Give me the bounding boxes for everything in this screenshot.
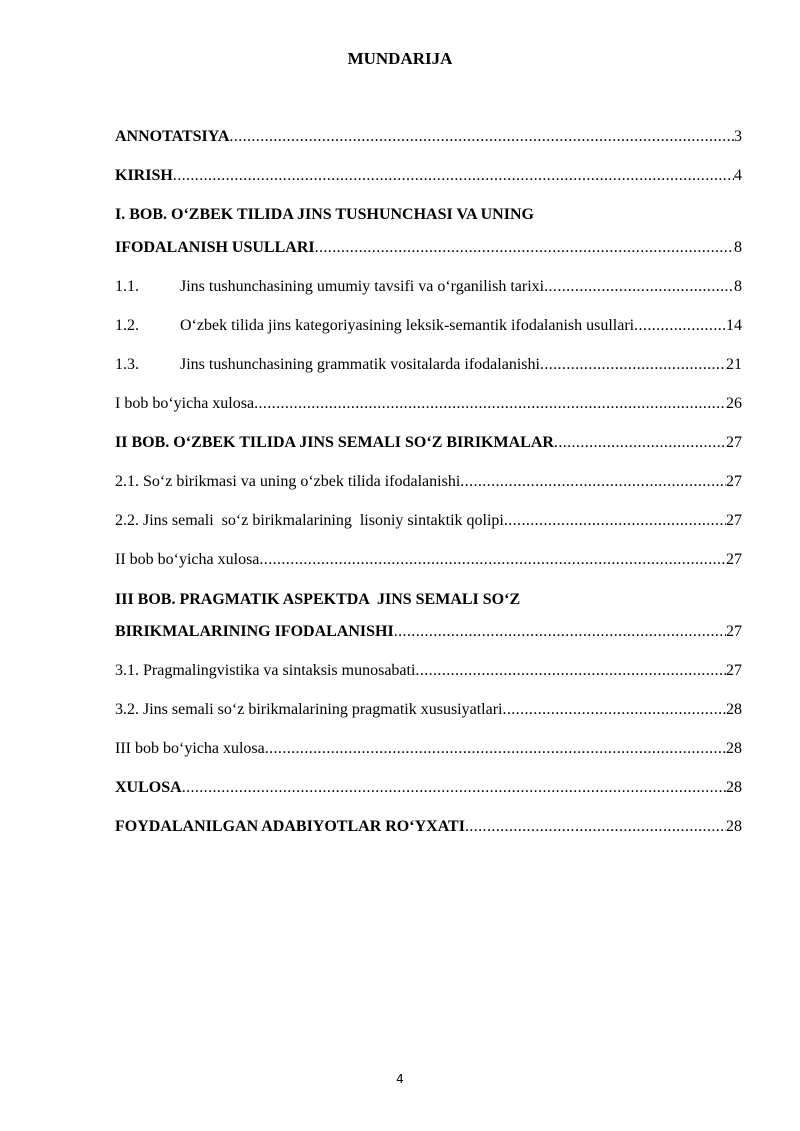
toc-page-number: 28 [726,779,742,796]
toc-entry-chapter-3-summary[interactable] [115,737,742,761]
toc-entry-label: KIRISH [115,167,173,184]
toc-entry-1-3[interactable] [115,353,742,377]
toc-entry-1-1[interactable] [115,275,742,299]
toc-page-number: 26 [726,395,742,412]
toc-entry-kirish[interactable] [115,164,742,188]
dot-leader [259,548,726,572]
toc-entry-chapter-1-summary[interactable] [115,392,742,416]
dot-leader [554,431,726,455]
toc-entry-label: IFODALANISH USULLARI [115,239,315,256]
toc-entry-annotatsiya[interactable] [115,125,742,149]
dot-leader [182,776,726,800]
toc-entry-1-2[interactable] [115,314,742,338]
toc-entry-label: 2.2. Jins semali so‘z birikmalarining lisoniy sintaktik qolipi [115,512,504,529]
dot-leader [544,275,734,299]
toc-entry-chapter-1[interactable] [115,236,742,260]
dot-leader [265,737,726,761]
toc-page-number: 8 [734,278,742,295]
dot-leader [173,164,734,188]
toc-page-number: 27 [726,434,742,451]
toc-page-number: 27 [726,473,742,490]
dot-leader [415,659,726,683]
dot-leader [634,314,726,338]
toc-entry-label: FOYDALANILGAN ADABIYOTLAR RO‘YXATI [115,818,465,835]
toc-entry-chapter-2-summary[interactable] [115,548,742,572]
toc-page-number: 21 [726,356,742,373]
toc-section-number: 1.1. [115,278,139,295]
toc-page-number: 28 [726,701,742,718]
toc-entry-3-1[interactable] [115,659,742,683]
toc-entry-chapter-2[interactable] [115,431,742,455]
toc-page-number: 27 [726,623,742,640]
toc-entry-label: III bob bo‘yicha xulosa [115,740,265,757]
toc-entry-label: 2.1. So‘z birikmasi va uning o‘zbek tilida ifodalanishi [115,473,461,490]
toc-entry-chapter-3[interactable] [115,620,742,644]
toc-entry-2-1[interactable] [115,470,742,494]
toc-entry-label: II bob bo‘yicha xulosa [115,551,260,568]
dot-leader [254,392,726,416]
toc-entry-label: ANNOTATSIYA [115,128,230,145]
toc-entry-label: O‘zbek tilida jins kategoriyasining leksik-semantik ifodalanish usullari [180,317,635,334]
toc-page-number: 8 [734,239,742,256]
toc-chapter-3-title-line1[interactable]: III BOB. PRAGMATIK ASPEKTDA JINS SEMALI SO‘Z [115,591,521,608]
toc-page-number: 14 [726,317,742,334]
toc-entry-label: I bob bo‘yicha xulosa [115,395,255,412]
toc-entry-label: 3.1. Pragmalingvistika va sintaksis munosabati [115,662,416,679]
toc-section-number: 1.2. [115,317,139,334]
dot-leader [540,353,726,377]
dot-leader [315,236,734,260]
dot-leader [460,470,726,494]
toc-entry-references[interactable] [115,815,742,839]
dot-leader [504,509,726,533]
dot-leader [502,698,726,722]
toc-entry-label: II BOB. O‘ZBEK TILIDA JINS SEMALI SO‘Z BIRIKMALAR [115,434,554,451]
page-title: MUNDARIJA [347,49,453,68]
toc-entry-label: 3.2. Jins semali so‘z birikmalarining pragmatik xususiyatlari [115,701,503,718]
toc-page-number: 28 [726,818,742,835]
toc-page-number: 28 [726,740,742,757]
toc-entry-label: XULOSA [115,779,182,796]
toc-section-number: 1.3. [115,356,139,373]
toc-entry-label: BIRIKMALARINING IFODALANISHI [115,623,394,640]
toc-page-number: 27 [726,662,742,679]
page-number-footer: 4 [396,1072,404,1086]
toc-entry-xulosa[interactable] [115,776,742,800]
toc-chapter-1-title-line1[interactable]: I. BOB. O‘ZBEK TILIDA JINS TUSHUNCHASI VA UNING [115,206,534,223]
toc-page-number: 4 [734,167,742,184]
toc-page-number: 3 [734,128,742,145]
toc-entry-3-2[interactable] [115,698,742,722]
dot-leader [394,620,726,644]
dot-leader [229,125,734,149]
toc-entry-label: Jins tushunchasining grammatik vositalarda ifodalanishi [180,356,540,373]
dot-leader [465,815,726,839]
toc-page-number: 27 [726,551,742,568]
toc-page-number: 27 [726,512,742,529]
toc-entry-label: Jins tushunchasining umumiy tavsifi va o‘rganilish tarixi [180,278,545,295]
toc-entry-2-2[interactable] [115,509,742,533]
